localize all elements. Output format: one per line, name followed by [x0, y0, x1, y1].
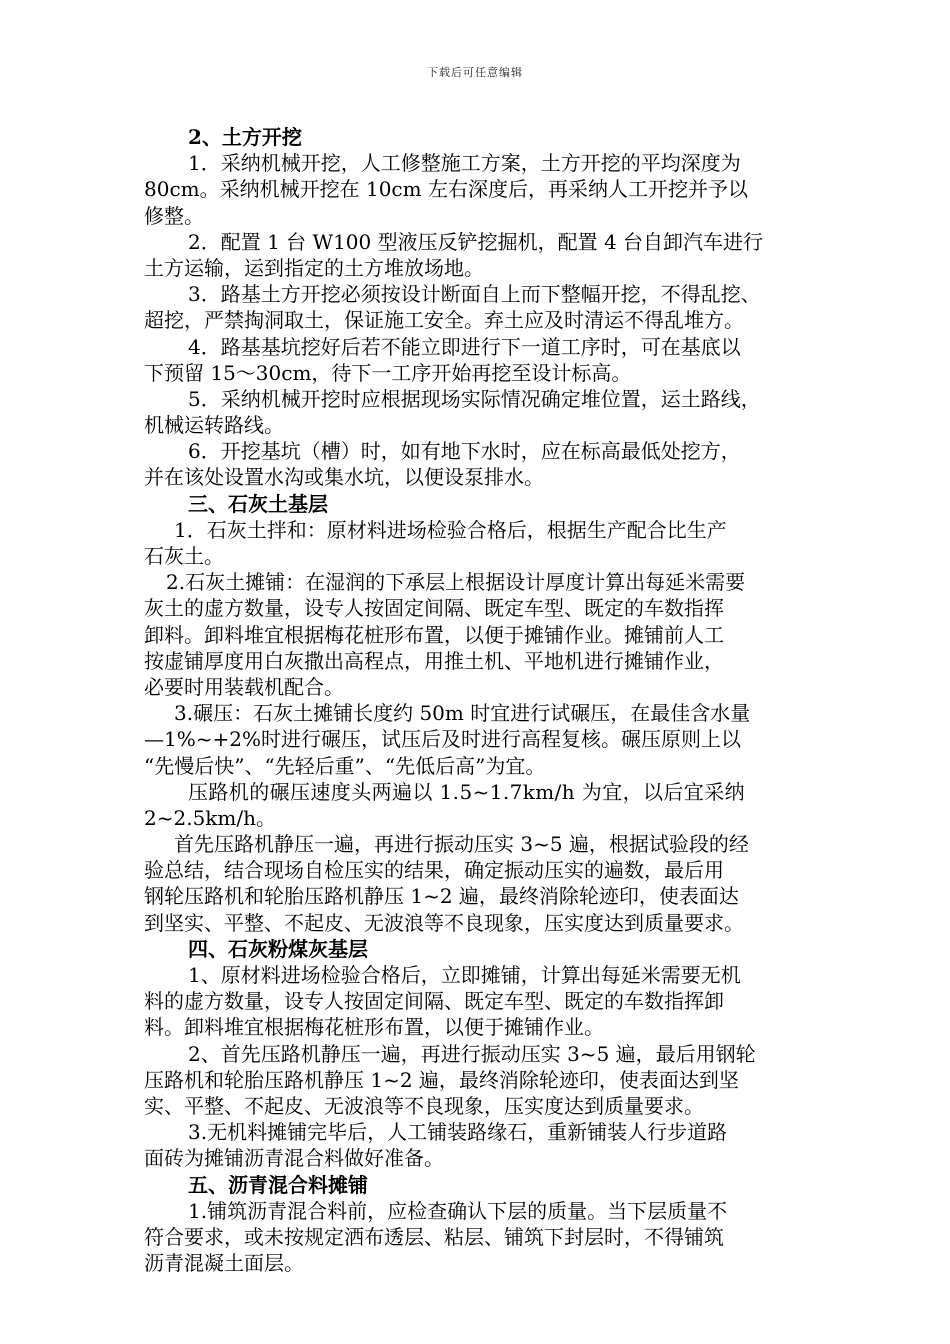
paragraph-line: 超挖，严禁掏洞取土，保证施工安全。弃土应及时清运不得乱堆方。: [144, 308, 744, 333]
paragraph-line: 2~2.5km/h。: [144, 805, 276, 830]
paragraph-line: 验总结，结合现场自检压实的结果，确定振动压实的遍数，最后用: [144, 858, 724, 883]
paragraph-line: 3.碾压：石灰土摊铺长度约 50m 时宜进行试碾压，在最佳含水量: [174, 701, 751, 726]
section-heading: 五、沥青混合料摊铺: [188, 1172, 368, 1197]
paragraph-line: 钢轮压路机和轮胎压路机静压 1~2 遍，最终消除轮迹印，使表面达: [144, 884, 739, 909]
paragraph-line: 2．配置 1 台 W100 型液压反铲挖掘机，配置 4 台自卸汽车进行: [188, 229, 764, 254]
page-header-note: 下载后可任意编辑: [427, 66, 523, 79]
paragraph-line: 压路机和轮胎压路机静压 1~2 遍，最终消除轮迹印，使表面达到坚: [144, 1067, 739, 1092]
paragraph-line: “先慢后快”、“先轻后重”、“先低后高”为宜。: [144, 753, 546, 778]
paragraph-line: 必要时用装载机配合。: [144, 674, 344, 699]
paragraph-line: 面砖为摊铺沥青混合料做好准备。: [144, 1146, 444, 1171]
paragraph-line: 实、平整、不起皮、无波浪等不良现象，压实度达到质量要求。: [144, 1093, 704, 1118]
paragraph-line: 首先压路机静压一遍，再进行振动压实 3~5 遍，根据试验段的经: [174, 832, 749, 857]
section-heading: 2、土方开挖: [188, 125, 302, 149]
paragraph-line: 按虚铺厚度用白灰撒出高程点，用推土机、平地机进行摊铺作业，: [144, 648, 724, 673]
paragraph-line: 石灰土。: [144, 544, 224, 568]
document-body: [144, 124, 809, 1276]
paragraph-line: 料。卸料堆宜根据梅花桩形布置，以便于摊铺作业。: [144, 1015, 604, 1040]
paragraph-line: 机械运转路线。: [144, 413, 284, 438]
paragraph-line: 灰土的虚方数量，设专人按固定间隔、既定车型、既定的车数指挥: [144, 596, 724, 621]
paragraph-line: 1．采纳机械开挖，人工修整施工方案，土方开挖的平均深度为: [188, 151, 741, 176]
paragraph-line: 到坚实、平整、不起皮、无波浪等不良现象，压实度达到质量要求。: [144, 910, 744, 935]
paragraph-line: 6．开挖基坑（槽）时，如有地下水时，应在标高最低处挖方，: [188, 439, 741, 464]
paragraph-line: 1、原材料进场检验合格后，立即摊铺，计算出每延米需要无机: [188, 963, 741, 987]
paragraph-line: 料的虚方数量，设专人按固定间隔、既定车型、既定的车数指挥卸: [144, 989, 724, 1014]
section-heading: 三、石灰土基层: [188, 491, 328, 516]
paragraph-line: 卸料。卸料堆宜根据梅花桩形布置，以便于摊铺作业。摊铺前人工: [144, 622, 724, 647]
paragraph-line: 3.无机料摊铺完毕后，人工铺装路缘石，重新铺装人行步道路: [188, 1120, 728, 1145]
section-heading: 四、石灰粉煤灰基层: [188, 936, 368, 961]
paragraph-line: 3．路基土方开挖必须按设计断面自上而下整幅开挖，不得乱挖、: [188, 282, 761, 307]
paragraph-line: —1%~+2%时进行碾压，试压后及时进行高程复核。碾压原则上以: [144, 727, 741, 752]
paragraph-line: 80cm。采纳机械开挖在 10cm 左右深度后，再采纳人工开挖并予以: [144, 177, 748, 202]
paragraph-line: 1.铺筑沥青混合料前，应检查确认下层的质量。当下层质量不: [188, 1198, 728, 1223]
paragraph-line: 4．路基基坑挖好后若不能立即进行下一道工序时，可在基底以: [188, 334, 741, 359]
paragraph-line: 5．采纳机械开挖时应根据现场实际情况确定堆位置，运土路线，: [188, 386, 761, 411]
paragraph-line: 符合要求，或未按规定洒布透层、粘层、铺筑下封层时，不得铺筑: [144, 1224, 724, 1249]
paragraph-line: 下预留 15～30cm，待下一工序开始再挖至设计标高。: [144, 360, 632, 385]
paragraph-line: 并在该处设置水沟或集水坑，以便设泵排水。: [144, 465, 544, 490]
paragraph-line: 修整。: [144, 203, 204, 228]
paragraph-line: 1．石灰土拌和：原材料进场检验合格后，根据生产配合比生产: [174, 517, 727, 542]
paragraph-line: 2.石灰土摊铺：在湿润的下承层上根据设计厚度计算出每延米需要: [166, 570, 746, 595]
paragraph-line: 2、首先压路机静压一遍，再进行振动压实 3~5 遍，最后用钢轮: [188, 1041, 756, 1066]
paragraph-line: 沥青混凝土面层。: [144, 1251, 304, 1276]
paragraph-line: 土方运输，运到指定的土方堆放场地。: [144, 255, 484, 280]
paragraph-line: 压路机的碾压速度头两遍以 1.5~1.7km/h 为宜，以后宜采纳: [188, 779, 745, 804]
